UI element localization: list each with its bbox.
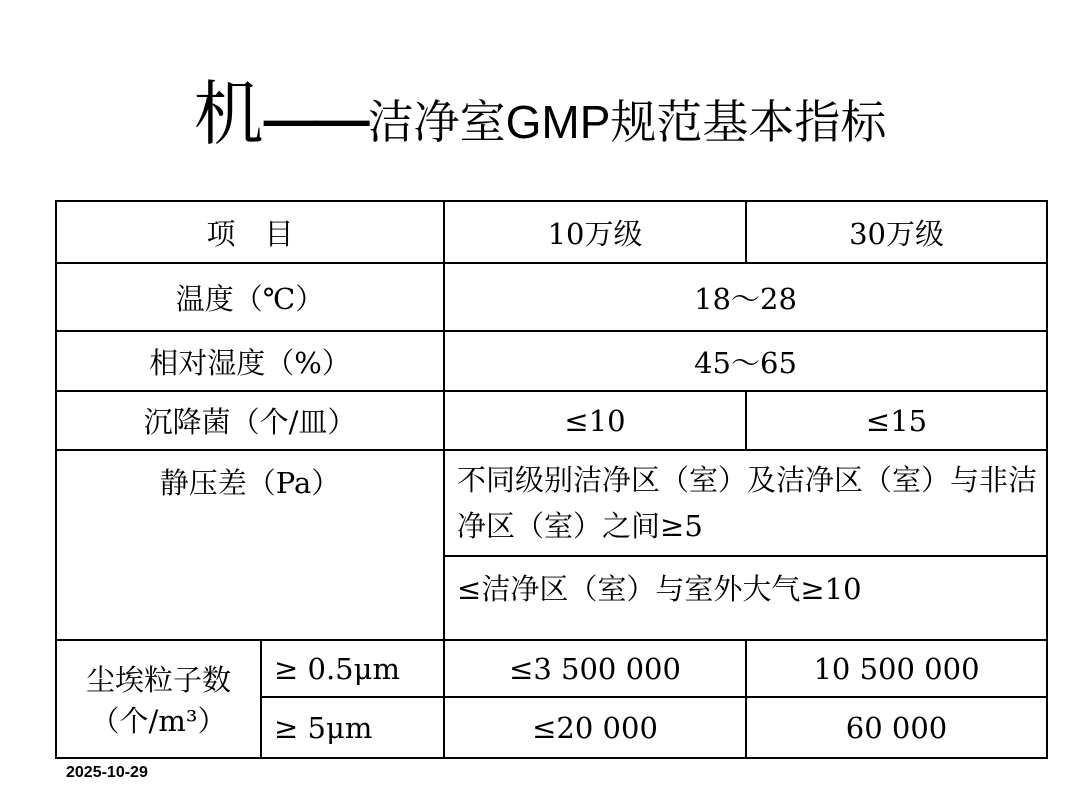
pressure-row1: 不同级别洁净区（室）及洁净区（室）与非洁净区（室）之间≥5: [444, 450, 1047, 556]
pressure-row2: ≤洁净区（室）与室外大气≥10: [444, 556, 1047, 640]
table-row-particles-1: [56, 640, 1047, 697]
table-row-bacteria: [56, 391, 1047, 450]
pressure-label: 静压差（Pa）: [56, 450, 444, 640]
particles-size2-a: ≤20 000: [444, 697, 746, 758]
particles-size2: ≥ 5μm: [261, 697, 444, 758]
title-prefix: 机: [193, 73, 264, 155]
title-dash: ——: [263, 90, 368, 150]
particles-label: [56, 640, 261, 758]
temperature-label: 温度（℃）: [56, 263, 444, 331]
temperature-value: 18～28: [444, 263, 1047, 331]
bacteria-col-b: ≤15: [746, 391, 1047, 450]
title-main: 洁净室GMP规范基本指标: [367, 96, 887, 148]
bacteria-col-a: ≤10: [444, 391, 746, 450]
table-row-temperature: [56, 263, 1047, 331]
header-item: 项 目: [56, 201, 444, 263]
page-title: [0, 58, 1080, 159]
particles-size1: ≥ 0.5μm: [261, 640, 444, 697]
humidity-value: 45～65: [444, 331, 1047, 391]
header-col-b: 30万级: [746, 201, 1047, 263]
table-row-humidity: [56, 331, 1047, 391]
particles-size2-b: 60 000: [746, 697, 1047, 758]
particles-size1-a: ≤3 500 000: [444, 640, 746, 697]
humidity-label: 相对湿度（%）: [56, 331, 444, 391]
bacteria-label: 沉降菌（个/皿）: [56, 391, 444, 450]
header-col-a: 10万级: [444, 201, 746, 263]
table-row-pressure-1: [56, 450, 1047, 556]
table-header-row: [56, 201, 1047, 263]
gmp-spec-table: [55, 200, 1048, 759]
footer-date: 2025-10-29: [66, 764, 148, 781]
particles-label-line2: （个/m³）: [90, 704, 227, 738]
particles-size1-b: 10 500 000: [746, 640, 1047, 697]
particles-label-line1: 尘埃粒子数: [85, 663, 231, 697]
